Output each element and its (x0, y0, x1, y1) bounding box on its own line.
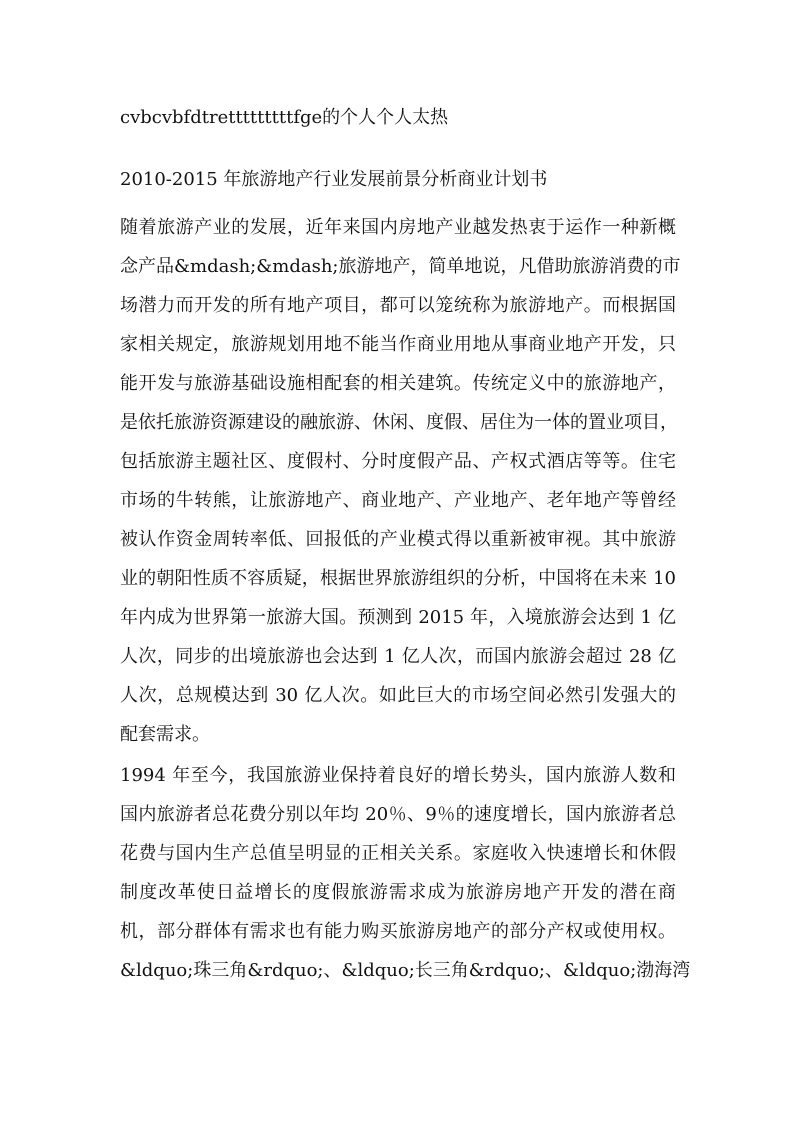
paragraph-line: 场潜力而开发的所有地产项目，都可以笼统称为旅游地产。而根据国 (120, 295, 676, 316)
document-title: cvbcvbfdtretttttttttfge的个人个人太热 (120, 107, 449, 128)
paragraph-line: 配套需求。 (120, 724, 210, 745)
paragraph-line: 市场的牛转熊，让旅游地产、商业地产、产业地产、老年地产等曾经 (120, 490, 676, 511)
document-heading: 2010-2015 年旅游地产行业发展前景分析商业计划书 (120, 169, 548, 190)
paragraph-line: 1994 年至今，我国旅游业保持着良好的增长势头，国内旅游人数和 (120, 765, 676, 786)
paragraph-line: 年内成为世界第一旅游大国。预测到 2015 年，入境旅游会达到 1 亿 (120, 607, 676, 628)
paragraph-line: 国内旅游者总花费分别以年均 20％、9％的速度增长，国内旅游者总 (120, 804, 676, 825)
paragraph-line: 制度改革使日益增长的度假旅游需求成为旅游房地产开发的潜在商 (120, 882, 676, 903)
paragraph-line: 随着旅游产业的发展，近年来国内房地产业越发热衷于运作一种新概 (120, 217, 676, 238)
paragraph-line: 念产品&mdash;&mdash;旅游地产，简单地说，凡借助旅游消费的市 (120, 256, 681, 277)
paragraph-line: &ldquo;珠三角&rdquo;、&ldquo;长三角&rdquo;、&ldquo;渤海湾 (120, 960, 691, 981)
paragraph-line: 是依托旅游资源建设的融旅游、休闲、度假、居住为一体的置业项目， (120, 412, 678, 433)
paragraph-line: 业的朝阳性质不容质疑，根据世界旅游组织的分析，中国将在未来 10 (120, 568, 676, 589)
paragraph-line: 能开发与旅游基础设施相配套的相关建筑。传统定义中的旅游地产， (120, 373, 676, 394)
paragraph-line: 人次，同步的出境旅游也会达到 1 亿人次，而国内旅游会超过 28 亿 (120, 646, 676, 667)
paragraph-line: 花费与国内生产总值呈明显的正相关关系。家庭收入快速增长和休假 (120, 843, 676, 864)
paragraph-line: 包括旅游主题社区、度假村、分时度假产品、产权式酒店等等。住宅 (120, 451, 676, 472)
paragraph-line: 被认作资金周转率低、回报低的产业模式得以重新被审视。其中旅游 (120, 529, 676, 550)
paragraph-line: 家相关规定，旅游规划用地不能当作商业用地从事商业地产开发，只 (120, 334, 676, 355)
paragraph-line: 机，部分群体有需求也有能力购买旅游房地产的部分产权或使用权。 (120, 921, 676, 942)
paragraph-line: 人次，总规模达到 30 亿人次。如此巨大的市场空间必然引发强大的 (120, 685, 676, 706)
